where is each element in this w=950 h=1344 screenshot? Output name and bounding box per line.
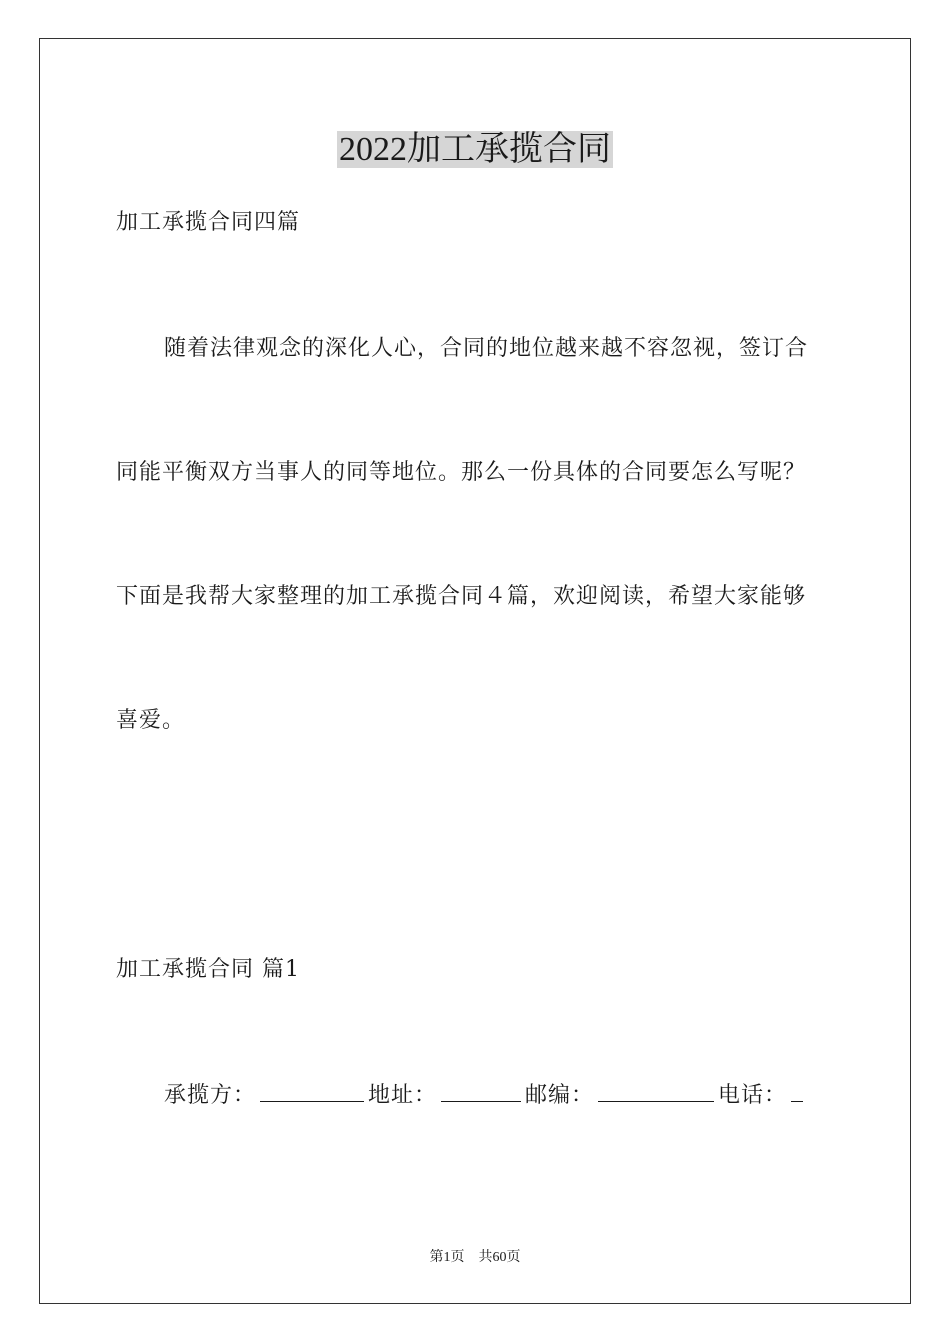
section-heading: 加工承揽合同 篇1 <box>116 957 300 982</box>
contractor-blank <box>260 1081 364 1102</box>
postcode-blank <box>598 1081 714 1102</box>
document-title-text: 2022加工承揽合同 <box>339 131 611 168</box>
address-blank <box>441 1081 521 1102</box>
postcode-label: 邮编： <box>525 1083 595 1108</box>
document-subtitle: 加工承揽合同四篇 <box>116 210 301 235</box>
phone-blank <box>791 1081 803 1102</box>
contract-fields-row <box>164 1081 884 1111</box>
address-label: 地址： <box>368 1083 438 1108</box>
intro-line-3: 下面是我帮大家整理的加工承揽合同４篇，欢迎阅读，希望大家能够 <box>116 584 807 609</box>
phone-label: 电话： <box>718 1083 788 1108</box>
contractor-label: 承揽方： <box>164 1083 257 1108</box>
intro-line-4: 喜爱。 <box>116 708 186 733</box>
intro-line-2: 同能平衡双方当事人的同等地位。那么一份具体的合同要怎么写呢？ <box>116 460 807 485</box>
document-title <box>0 126 950 174</box>
intro-line-1: 随着法律观念的深化人心，合同的地位越来越不容忽视，签订合 <box>164 336 809 361</box>
page-footer: 第1页 共60页 <box>429 1250 521 1265</box>
